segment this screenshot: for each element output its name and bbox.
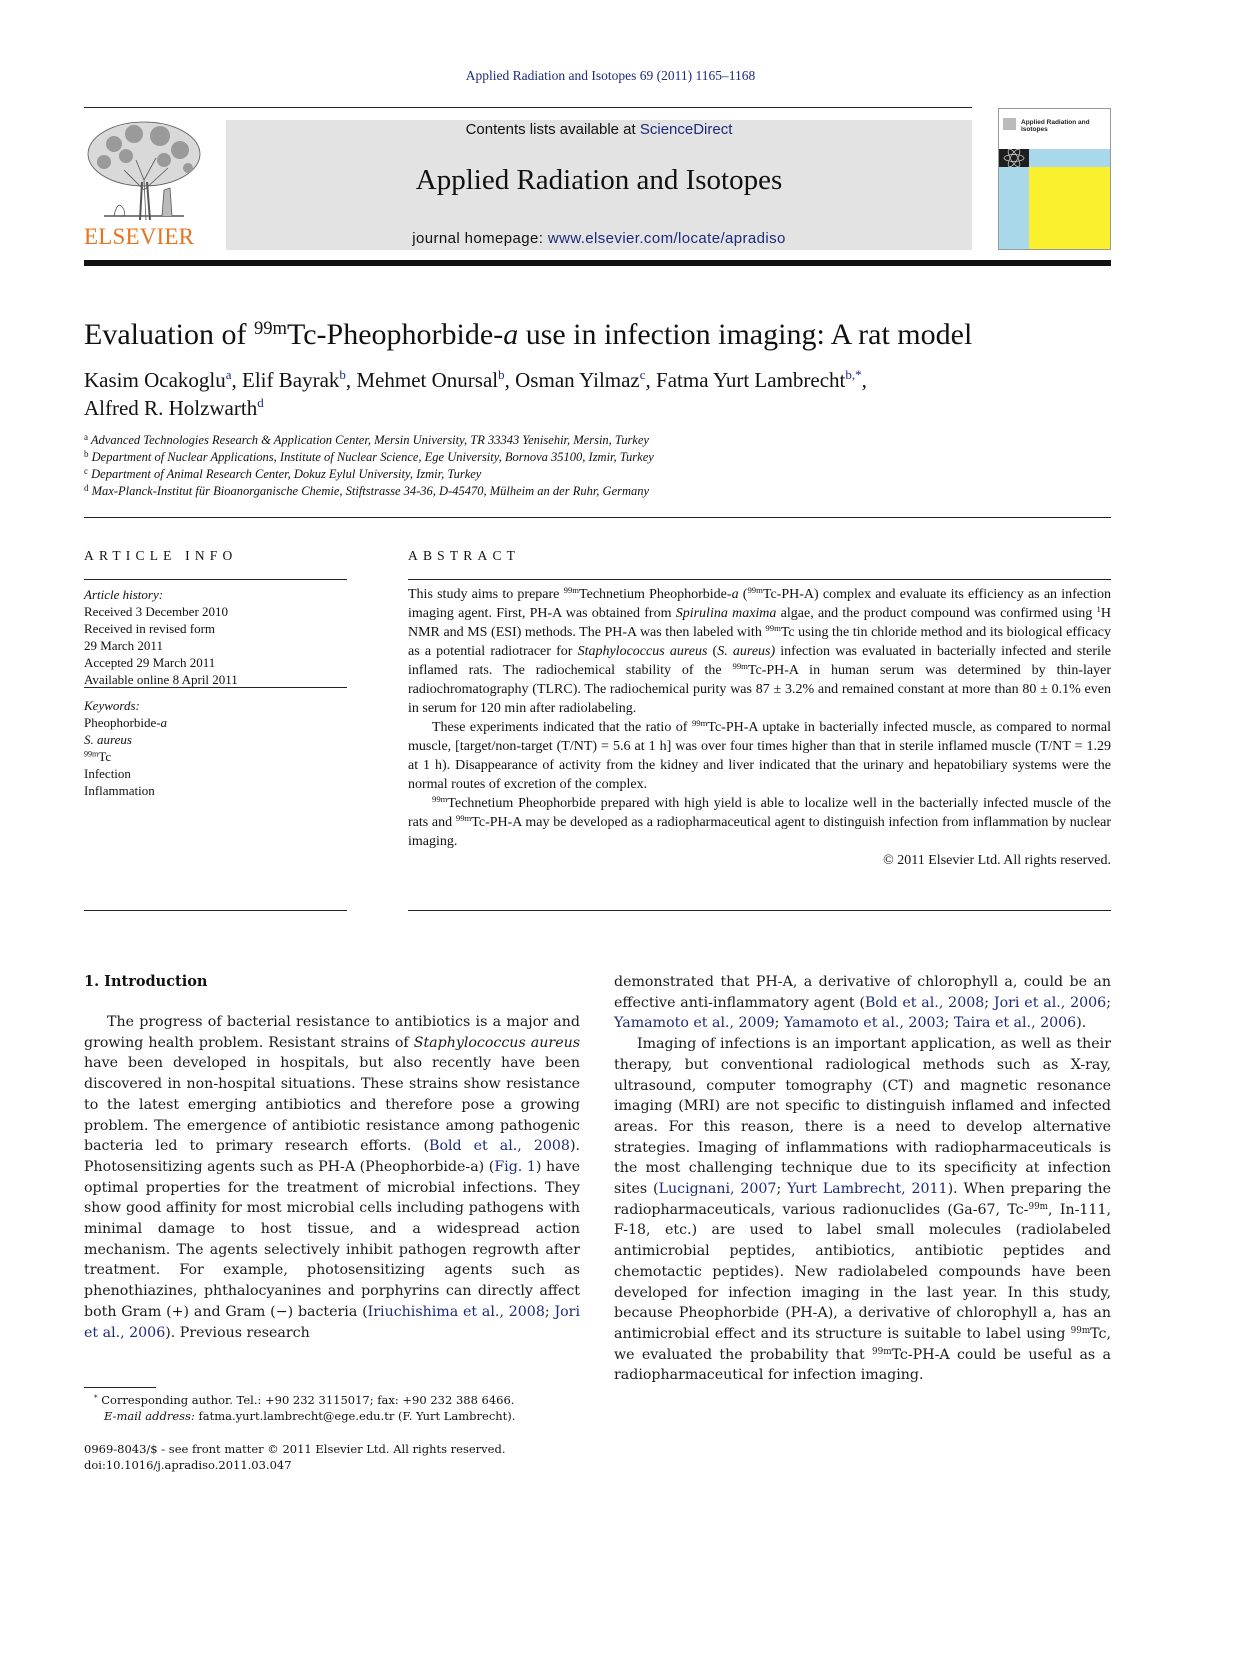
footnote-corresponding: * Corresponding author. Tel.: +90 232 3115017; fax: +90 232 388 6466. — [94, 1393, 515, 1407]
affiliation: $^d$ Max-Planck-Institut für Bioanorganische Chemie, Stiftstrasse 34-36, D-45470, Mülheim an der Ruhr, Germany — [84, 483, 650, 498]
citation-link[interactable]: Bold et al., 2008 — [429, 1138, 570, 1155]
history-label: Article history: — [84, 587, 164, 602]
keyword: Inflammation — [84, 783, 155, 798]
author-corresponding[interactable]: Fatma Yurt Lambrecht$^{b,*}$ — [656, 367, 862, 392]
front-matter-line: 0969-8043/$ - see front matter © 2011 Elsevier Ltd. All rights reserved. — [84, 1442, 506, 1456]
body-column-left — [84, 1012, 580, 1343]
abstract-paragraph: $^{99m}$Technetium Pheophorbide prepared with high yield is able to localize well in the bacterially infected muscle of the rats and $^{99m}$Tc-PH-A may be developed as a radiopharmaceutical agent to distinguish infection from inflammation by nuclear imaging. — [408, 794, 1111, 849]
abstract-paragraph: These experiments indicated that the ratio of $^{99m}$Tc-PH-A uptake in bacterially infected muscle, as compared to normal muscle, [target/non-target (T/NT) = 5.6 at 1 h] was over four times higher than that in sterile inflamed muscle (T/NT = 1.29 at 1 h). Disappearance of activity from the kidney and liver indicated that the urinary and hepatobiliary systems were the normal routes of excretion of the complex. — [408, 718, 1111, 792]
homepage-line — [226, 230, 972, 247]
front-matter — [84, 1441, 584, 1473]
corresponding-author-footnote — [84, 1392, 584, 1424]
keywords — [84, 697, 347, 799]
citation-link[interactable]: Jori et al., 2006 — [993, 994, 1107, 1011]
author[interactable]: Kasim Ocakoglu$^a$ — [84, 367, 232, 392]
author[interactable]: Mehmet Onursal$^b$ — [356, 367, 505, 392]
article-history — [84, 586, 347, 688]
citation-link[interactable]: Yurt Lambrecht, 2011 — [787, 1181, 948, 1198]
abstract-paragraph: This study aims to prepare $^{99m}$Technetium Pheophorbide-a ($^{99m}$Tc-PH-A) complex and evaluate its efficiency as an infection imaging agent. First, PH-A was obtained from Spirulina maxima algae, and the product compound was confirmed using $^1$H NMR and MS (ESI) methods. The PH-A was then labeled with $^{99m}$Tc using the tin chloride method and its biological efficacy as a potential radiotracer for Staphylococcus aureus (S. aureus) infection was evaluated in bacterially infected and sterile inflamed rats. The radiochemical stability of the $^{99m}$Tc-PH-A in human serum was determined by thin-layer radiochromatography (TLRC). The radiochemical purity was 87 ± 3.2% and remained constant at more than 80 ± 0.1% even in serum for 120 min after radiolabeling. — [408, 585, 1112, 716]
header-thick-rule — [84, 260, 1111, 266]
citation-link[interactable]: Bold et al., 2008 — [864, 994, 985, 1011]
history-item: Accepted 29 March 2011 — [84, 655, 216, 670]
body-paragraph: The progress of bacterial resistance to antibiotics is a major and growing health problem. Resistant strains of Staphylococcus aureus have been developed in hospitals, but also recently have been discovered in non-hospital situations. These strains show resistance to the latest emerging antibiotics and therefore pose a growing problem. The emergence of antibiotic resistance among pathogenic bacteria led to primary research efforts. (Bold et al., 2008). Photosensitizing agents such as PH-A (Pheophorbide-a) (Fig. 1) have optimal properties for the treatment of microbial infections. They show good affinity for most microbial cells including pathogens with minimal damage to host tissue, and a widespread action mechanism. The agents selectively inhibit pathogen regrowth after treatment. For example, photosensitizing agents such as phenothiazines, phthalocyanines and porphyrins can directly affect both Gram (+) and Gram (−) bacteria (Iriuchishima et al., 2008; Jori et al., 2006). Previous research — [84, 1014, 581, 1341]
keyword: $^{99m}$Tc — [84, 749, 112, 764]
abstract-rule — [408, 579, 1111, 580]
citation-link[interactable]: Yamamoto et al., 2003 — [783, 1015, 945, 1032]
article-info-rule — [84, 687, 347, 688]
title-separator — [84, 517, 1111, 518]
contents-line — [226, 121, 972, 138]
article-info-heading: ARTICLE INFO — [84, 548, 238, 563]
body-paragraph: Imaging of infections is an important application, as well as their therapy, but conventional radiological methods such as X-ray, ultrasound, computer tomography (CT) and magnetic resonance imaging (MRI) are not specific to distinguish inflamed and infected areas. For this reason, there is a need to develop alternative strategies. Imaging of inflammations with radiopharmaceuticals is the most challenging technique due to its specificity at infection sites (Lucignani, 2007; Yurt Lambrecht, 2011). When preparing the radiopharmaceuticals, various radionuclides (Ga-67, Tc-$^{99m}$, In-111, F-18, etc.) are used to label small molecules (radiolabeled antimicrobial peptides, antibiotics, antibiotic peptides and chemotactic peptides). New radiolabeled compounds have been developed for infection imaging in the last year. In this study, because Pheophorbide (PH-A), a derivative of chlorophyll a, has an antimicrobial effect and its structure is suitable to label using $^{99m}$Tc, we evaluated the probability that $^{99m}$Tc-PH-A could be useful as a radiopharmaceutical for infection imaging. — [614, 1036, 1111, 1384]
citation-link[interactable]: Taira et al., 2006 — [953, 1015, 1077, 1032]
article-title: Evaluation of $^{99m}$Tc-Pheophorbide-a use in infection imaging: A rat model — [84, 317, 973, 351]
affiliation: $^b$ Department of Nuclear Applications, Institute of Nuclear Science, Ege University, Bornova 35100, Izmir, Turkey — [84, 449, 654, 464]
contents-prefix: Contents lists available at — [465, 121, 640, 138]
journal-title: Applied Radiation and Isotopes — [415, 164, 783, 196]
history-item: Received in revised form — [84, 621, 216, 636]
homepage-prefix: journal homepage: — [412, 230, 548, 247]
journal-banner — [226, 120, 972, 250]
footnote-email: E-mail address: fatma.yurt.lambrecht@ege.edu.tr (F. Yurt Lambrecht). — [104, 1409, 516, 1423]
elsevier-tree-icon — [84, 120, 202, 224]
keywords-label: Keywords: — [84, 698, 140, 713]
abstract-rule — [408, 910, 1111, 911]
citation-link[interactable]: Jori et al., 2006 — [84, 1303, 580, 1341]
history-item: Received 3 December 2010 — [84, 604, 229, 619]
affiliation: $^a$ Advanced Technologies Research & Application Center, Mersin University, TR 33343 Yenisehir, Mersin, Turkey — [84, 432, 649, 447]
article-info-rule — [84, 579, 347, 580]
journal-citation[interactable]: Applied Radiation and Isotopes 69 (2011) 1165–1168 — [465, 68, 756, 83]
citation-link[interactable]: Iriuchishima et al., 2008 — [367, 1303, 545, 1320]
section-heading-introduction: 1. Introduction — [84, 973, 208, 990]
abstract-body — [408, 585, 1111, 870]
keyword: Infection — [84, 766, 131, 781]
email-link[interactable]: fatma.yurt.lambrecht@ege.edu.tr (F. Yurt Lambrecht). — [194, 1409, 516, 1423]
author[interactable]: Elif Bayrak$^b$ — [242, 367, 346, 392]
keyword: Pheophorbide-a — [84, 715, 168, 730]
keyword: S. aureus — [84, 732, 132, 747]
body-paragraph: demonstrated that PH-A, a derivative of chlorophyll a, could be an effective anti-inflammatory agent (Bold et al., 2008; Jori et al., 2006; Yamamoto et al., 2009; Yamamoto et al., 2003; Taira et al., 2006). — [614, 974, 1111, 1032]
elsevier-logo[interactable] — [84, 120, 204, 250]
cover-atom-icon — [999, 149, 1029, 167]
affiliation: $^c$ Department of Animal Research Center, Dokuz Eylul University, Izmir, Turkey — [84, 466, 482, 481]
journal-cover-thumbnail[interactable] — [998, 108, 1111, 250]
cover-blue-column — [999, 167, 1029, 250]
abstract-heading: ABSTRACT — [408, 548, 521, 563]
author-list: Kasim Ocakoglu$^a$, Elif Bayrak$^b$, Mehmet Onursal$^b$, Osman Yilmaz$^c$, Fatma Yurt Lambrecht$^{b,*}$, Alfred R. Holzwarth$^d$ — [84, 367, 867, 420]
journal-homepage-link[interactable]: www.elsevier.com/locate/apradiso — [547, 230, 786, 247]
affiliations — [84, 432, 884, 500]
cover-title: Applied Radiation and Isotopes — [1021, 119, 1090, 133]
sciencedirect-link[interactable]: ScienceDirect — [639, 121, 733, 138]
body-column-right — [614, 972, 1111, 1386]
author[interactable]: Osman Yilmaz$^c$ — [515, 367, 646, 392]
cover-blue-band — [1029, 149, 1111, 167]
cover-publisher-icon — [1003, 118, 1016, 130]
citation-link[interactable]: Yamamoto et al., 2009 — [614, 1015, 775, 1032]
figure-link[interactable]: Fig. 1 — [494, 1158, 536, 1175]
header-rule — [84, 107, 972, 108]
author[interactable]: Alfred R. Holzwarth$^d$ — [84, 395, 264, 420]
abstract-copyright: © 2011 Elsevier Ltd. All rights reserved. — [883, 853, 1111, 868]
article-info-rule — [84, 910, 347, 911]
doi-link[interactable]: doi:10.1016/j.apradiso.2011.03.047 — [84, 1458, 292, 1472]
elsevier-wordmark: ELSEVIER — [84, 224, 195, 249]
cover-yellow-panel — [1029, 167, 1111, 250]
footnote-rule — [84, 1387, 156, 1388]
history-item: Available online 8 April 2011 — [84, 672, 238, 687]
citation-link[interactable]: Lucignani, 2007 — [658, 1181, 777, 1198]
history-item: 29 March 2011 — [84, 638, 163, 653]
